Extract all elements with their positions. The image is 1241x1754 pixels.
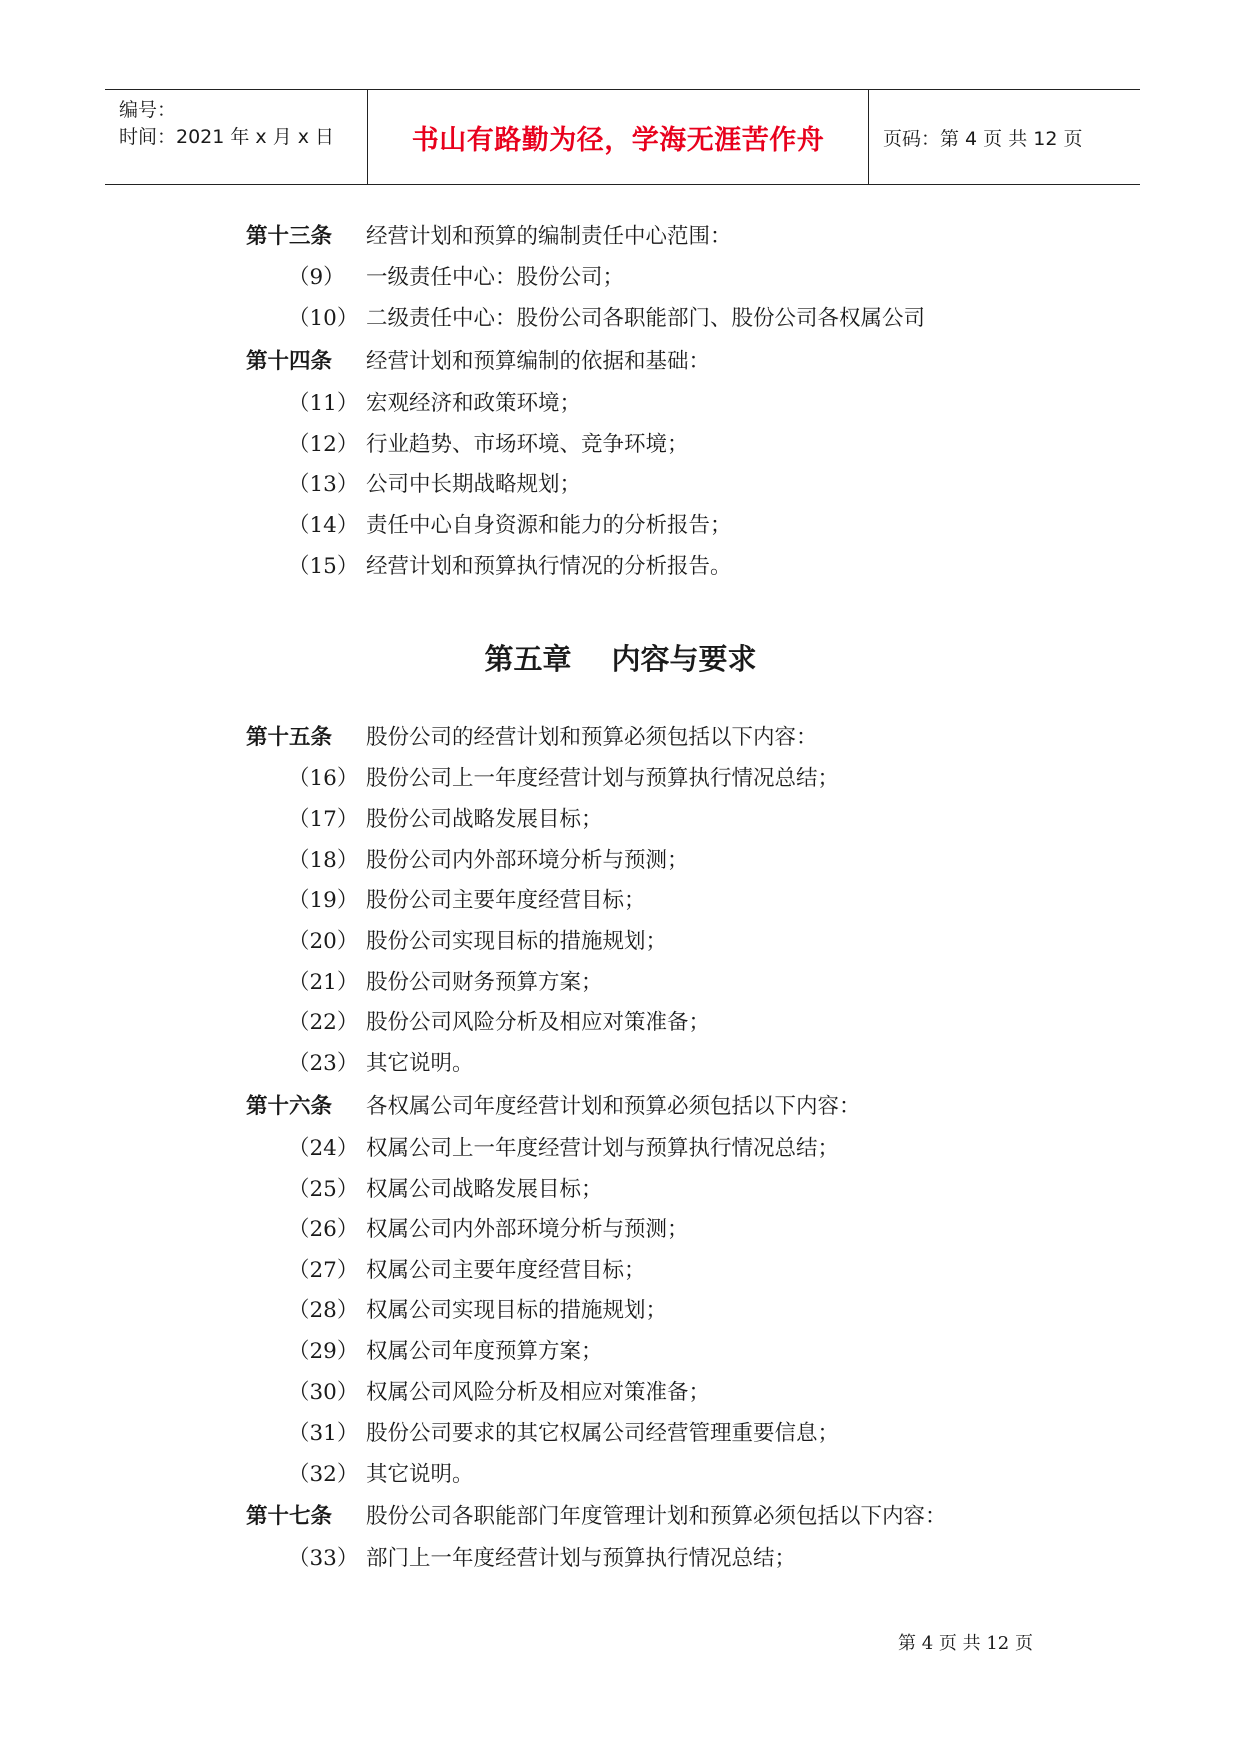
article-15 xyxy=(246,727,818,749)
article-text: 各权属公司年度经营计划和预算必须包括以下内容： xyxy=(366,1094,861,1119)
article-14 xyxy=(246,351,710,373)
item-number: （22） xyxy=(288,1010,359,1035)
document-time-label: 时间：2021 年 x 月 x 日 xyxy=(119,126,335,148)
item-text: 权属公司主要年度经营目标； xyxy=(366,1258,646,1283)
item-number: （11） xyxy=(288,391,359,416)
item-text: 行业趋势、市场环境、竞争环境； xyxy=(366,432,689,457)
item-text: 责任中心自身资源和能力的分析报告； xyxy=(366,513,732,538)
item-number: （18） xyxy=(288,848,359,873)
header-center-cell xyxy=(367,90,869,184)
item-text: 股份公司实现目标的措施规划； xyxy=(366,929,668,954)
document-number-label: 编号： xyxy=(119,99,177,121)
article-label: 第十五条 xyxy=(246,725,333,750)
chapter-number: 第五章 xyxy=(484,642,572,676)
header-left-cell xyxy=(105,90,367,184)
item-text: 权属公司内外部环境分析与预测； xyxy=(366,1217,689,1242)
list-item xyxy=(288,1012,710,1034)
article-17 xyxy=(246,1506,947,1528)
header-page-label: 页码：第 4 页 共 12 页 xyxy=(883,127,1083,150)
article-label: 第十七条 xyxy=(246,1504,333,1529)
article-label: 第十六条 xyxy=(246,1094,333,1119)
list-item xyxy=(288,972,603,994)
item-text: 股份公司财务预算方案； xyxy=(366,970,603,995)
item-number: （29） xyxy=(288,1339,359,1364)
header-motto: 书山有路勤为径，学海无涯苦作舟 xyxy=(411,124,825,156)
item-number: （10） xyxy=(288,306,359,331)
page-footer: 第 4 页 共 12 页 xyxy=(898,1633,1033,1654)
item-text: 权属公司实现目标的措施规划； xyxy=(366,1298,668,1323)
item-number: （16） xyxy=(288,766,359,791)
item-text: 股份公司风险分析及相应对策准备； xyxy=(366,1010,711,1035)
item-number: （31） xyxy=(288,1421,359,1446)
item-number: （15） xyxy=(288,554,359,579)
item-text: 权属公司战略发展目标； xyxy=(366,1177,603,1202)
item-number: （32） xyxy=(288,1462,359,1487)
item-text: 股份公司主要年度经营目标； xyxy=(366,888,646,913)
list-item xyxy=(288,515,732,537)
item-number: （9） xyxy=(288,265,345,290)
list-item xyxy=(288,931,667,953)
item-text: 一级责任中心：股份公司； xyxy=(366,265,625,290)
article-text: 股份公司的经营计划和预算必须包括以下内容： xyxy=(366,725,818,750)
item-text: 宏观经济和政策环境； xyxy=(366,391,582,416)
item-number: （33） xyxy=(288,1546,359,1571)
item-number: （21） xyxy=(288,970,359,995)
item-number: （26） xyxy=(288,1217,359,1242)
item-number: （20） xyxy=(288,929,359,954)
list-item xyxy=(288,393,581,415)
list-item xyxy=(288,434,689,456)
item-text: 权属公司上一年度经营计划与预算执行情况总结； xyxy=(366,1136,840,1161)
item-text: 其它说明。 xyxy=(366,1051,474,1076)
article-text: 经营计划和预算编制的依据和基础： xyxy=(366,349,711,374)
item-number: （25） xyxy=(288,1177,359,1202)
list-item xyxy=(288,809,603,831)
list-item xyxy=(288,474,581,496)
list-item xyxy=(288,1260,646,1282)
list-item xyxy=(288,1138,839,1160)
list-item xyxy=(288,1053,474,1075)
list-item xyxy=(288,768,839,790)
list-item xyxy=(288,308,925,330)
item-text: 公司中长期战略规划； xyxy=(366,472,582,497)
item-text: 其它说明。 xyxy=(366,1462,474,1487)
article-label: 第十四条 xyxy=(246,349,333,374)
article-text: 经营计划和预算的编制责任中心范围： xyxy=(366,224,732,249)
list-item xyxy=(288,556,732,578)
document-header xyxy=(105,89,1140,185)
list-item xyxy=(288,1464,474,1486)
item-number: （19） xyxy=(288,888,359,913)
item-text: 经营计划和预算执行情况的分析报告。 xyxy=(366,554,732,579)
list-item xyxy=(288,1341,603,1363)
item-text: 权属公司年度预算方案； xyxy=(366,1339,603,1364)
header-right-cell xyxy=(869,90,1140,184)
list-item xyxy=(288,1423,839,1445)
list-item xyxy=(288,1179,603,1201)
item-number: （12） xyxy=(288,432,359,457)
item-text: 股份公司战略发展目标； xyxy=(366,807,603,832)
item-number: （24） xyxy=(288,1136,359,1161)
article-label: 第十三条 xyxy=(246,224,333,249)
list-item xyxy=(288,850,689,872)
item-text: 股份公司上一年度经营计划与预算执行情况总结； xyxy=(366,766,840,791)
article-text: 股份公司各职能部门年度管理计划和预算必须包括以下内容： xyxy=(366,1504,947,1529)
item-text: 权属公司风险分析及相应对策准备； xyxy=(366,1380,711,1405)
list-item xyxy=(288,1382,710,1404)
chapter-title: 内容与要求 xyxy=(611,642,757,676)
item-text: 股份公司内外部环境分析与预测； xyxy=(366,848,689,873)
item-number: （13） xyxy=(288,472,359,497)
list-item xyxy=(288,1219,689,1241)
list-item xyxy=(288,267,624,289)
chapter-heading xyxy=(0,637,1241,678)
item-text: 部门上一年度经营计划与预算执行情况总结； xyxy=(366,1546,797,1571)
item-number: （14） xyxy=(288,513,359,538)
article-16 xyxy=(246,1096,861,1118)
article-13 xyxy=(246,226,732,248)
item-text: 二级责任中心：股份公司各职能部门、股份公司各权属公司 xyxy=(366,306,926,331)
item-number: （23） xyxy=(288,1051,359,1076)
item-number: （17） xyxy=(288,807,359,832)
list-item xyxy=(288,890,646,912)
item-number: （27） xyxy=(288,1258,359,1283)
item-number: （30） xyxy=(288,1380,359,1405)
item-text: 股份公司要求的其它权属公司经营管理重要信息； xyxy=(366,1421,840,1446)
item-number: （28） xyxy=(288,1298,359,1323)
list-item xyxy=(288,1548,796,1570)
list-item xyxy=(288,1300,667,1322)
